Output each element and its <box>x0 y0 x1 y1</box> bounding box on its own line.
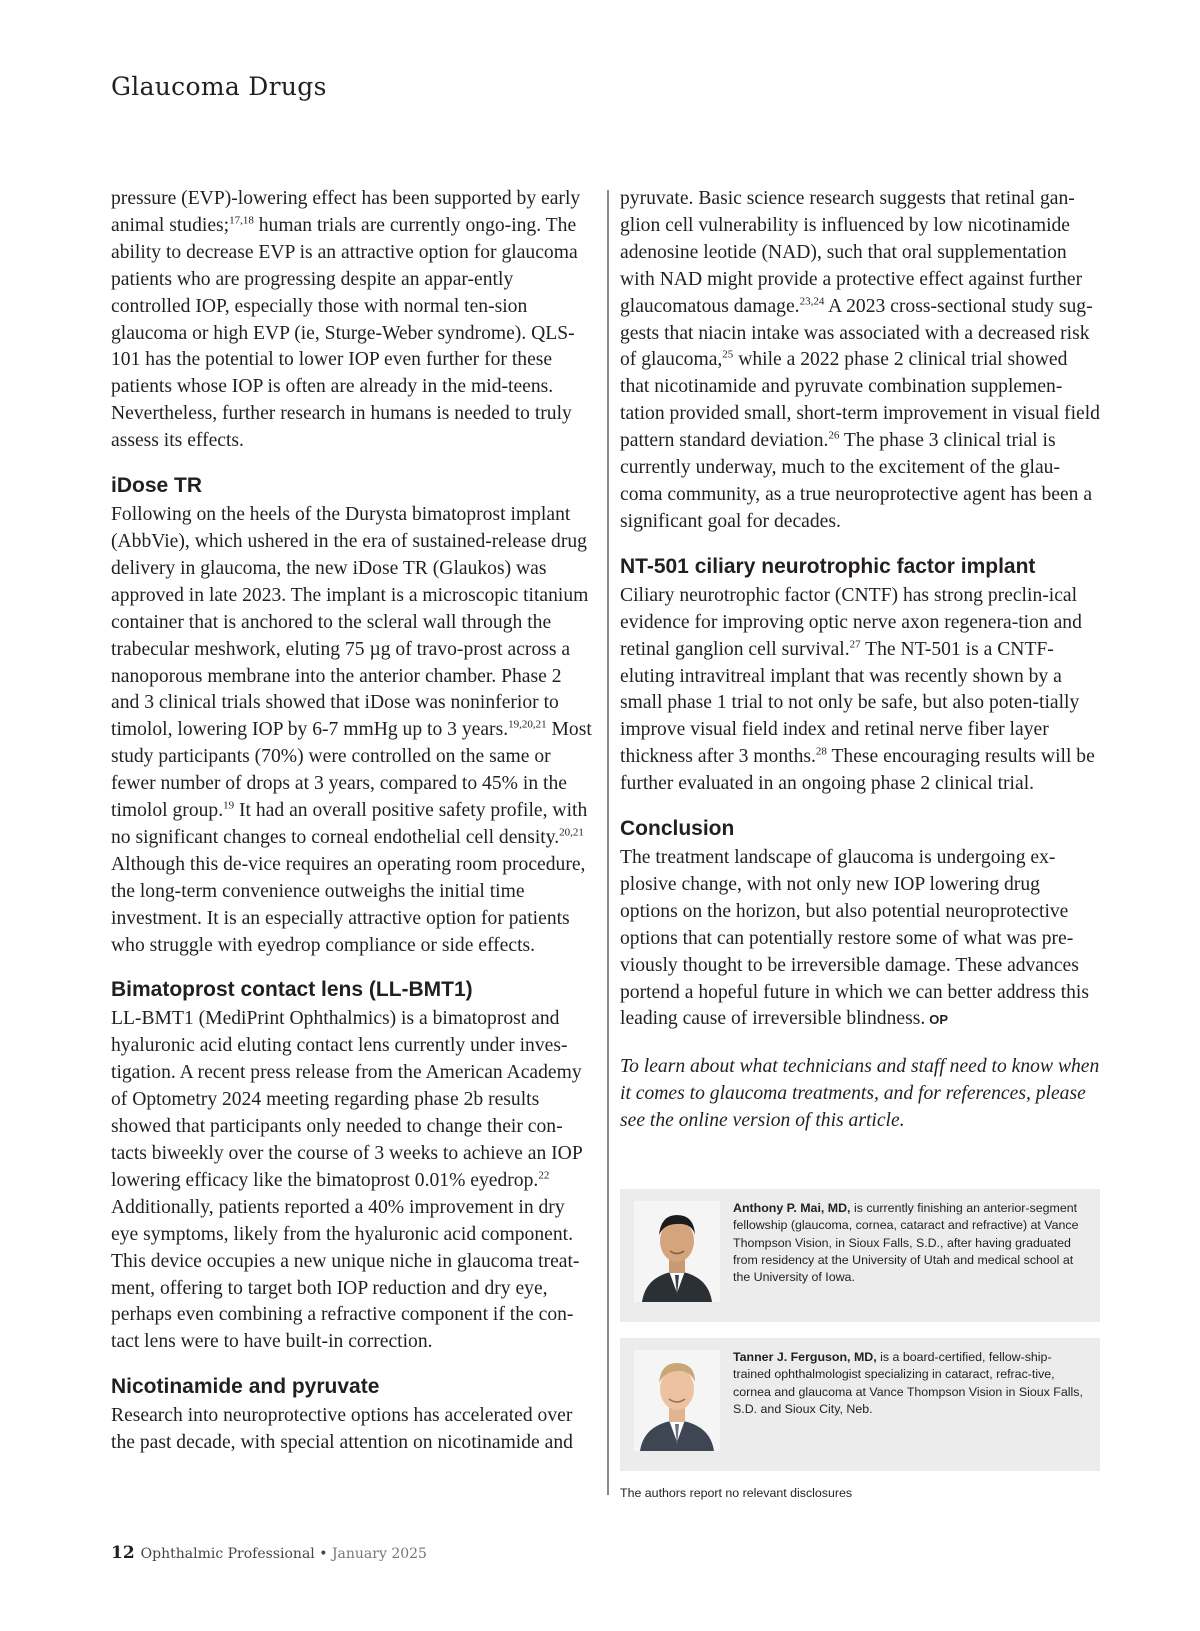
author-photo <box>634 1350 720 1451</box>
heading-conclusion: Conclusion <box>620 817 735 841</box>
heading-nt501: NT-501 ciliary neurotrophic factor implant <box>620 554 1036 578</box>
author-description: is a board-certified, fellow-ship-trained ophthalmologist specializing in cataract, refrac-tive, cornea and glaucoma at Vance Thompson Vision in Sioux Falls, S.D. and Sioux City, Neb. <box>733 1350 1083 1416</box>
paragraph-evp: pressure (EVP)-lowering effect has been supported by early animal studies;$^{17,18}$ human trials are currently ongo-ing. The ability to decrease EVP is an attractive option for glaucoma patients who are progressing despite an appar-ently controlled IOP, especially those with normal ten-sion glaucoma or high EVP (ie, Sturge-Weber syndrome). QLS-101 has the potential to lower IOP even further for these patients whose IOP is often are already in the mid-teens. Nevertheless, further research in humans is needed to truly assess its effects. <box>111 188 581 452</box>
column-divider <box>607 190 609 1495</box>
online-note: To learn about what technicians and staff need to know when it comes to glaucoma treatments, and for references, please see the online version of this article. <box>620 1056 1100 1132</box>
author-bio-ferguson <box>620 1338 1100 1471</box>
heading-idose: iDose TR <box>111 474 203 498</box>
author-description: is currently finishing an anterior-segment fellowship (glaucoma, cornea, cataract and refractive) at Vance Thompson Vision, in Sioux Falls, S.D., after having graduated from residency at the University of Utah and medical school at the University of Iowa. <box>733 1201 1079 1285</box>
paragraph-idose: Following on the heels of the Durysta bimatoprost implant (AbbVie), which ushered in the era of sustained-release drug delivery in glaucoma, the new iDose TR (Glaukos) was approved in late 2023. The implant is a microscopic titanium container that is anchored to the scleral wall through the trabecular meshwork, eluting 75 µg of travo-prost across a nanoporous membrane into the anterior chamber. Phase 2 and 3 clinical trials showed that iDose was noninferior to timolol, lowering IOP by 6-7 mmHg up to 3 years.$^{19,20,21}$ Most study participants (70%) were controlled on the same or fewer number of drops at 3 years, compared to 45% in the timolol group.$^{19}$ It had an overall positive safety profile, with no significant changes to corneal endothelial cell density.$^{20,21}$ Although this de-vice requires an operating room procedure, the long-term convenience outweighs the initial time investment. It is an especially attractive option for patients who struggle with eyedrop compliance or side effects. <box>111 504 592 956</box>
right-column <box>620 186 1100 1135</box>
paragraph-conclusion: The treatment landscape of glaucoma is undergoing ex-plosive change, with not only new IOP lowering drug options on the horizon, but also potential neuroprotective options that can potentially restore some of what was pre-viously thought to be irreversible damage. These advances portend a hopeful future in which we can better address this leading cause of irreversible blindness. OP <box>620 847 1090 1030</box>
issue-date: January 2025 <box>331 1546 427 1562</box>
disclosure-statement: The authors report no relevant disclosures <box>620 1486 853 1500</box>
left-column <box>111 186 594 1457</box>
author-photo <box>634 1201 720 1302</box>
author-bio-mai <box>620 1189 1100 1322</box>
author-name: Anthony P. Mai, MD, <box>733 1201 851 1215</box>
paragraph-nicotinamide: Research into neuroprotective options has accelerated over the past decade, with special attention on nicotinamide and <box>111 1405 573 1454</box>
heading-bimatoprost-lens: Bimatoprost contact lens (LL-BMT1) <box>111 978 473 1002</box>
page-footer <box>111 1543 427 1563</box>
paragraph-bimatoprost-lens: LL-BMT1 (MediPrint Ophthalmics) is a bimatoprost and hyaluronic acid eluting contact lens currently under inves-tigation. A recent press release from the American Academy of Optometry 2024 meeting regarding phase 2b results showed that participants only needed to change their con-tacts biweekly over the course of 3 weeks to achieve an IOP lowering efficacy like the bimatoprost 0.01% eyedrop.$^{22}$ Additionally, patients reported a 40% improvement in dry eye symptoms, likely from the hyaluronic acid component. This device occupies a new unique niche in glaucoma treat-ment, offering to target both IOP reduction and dry eye, perhaps even combining a refractive component if the con-tact lens were to have built-in correction. <box>111 1008 582 1353</box>
publication-name: Ophthalmic Professional <box>140 1546 315 1562</box>
running-header: Glaucoma Drugs <box>111 72 327 101</box>
end-mark: OP <box>929 1012 949 1028</box>
heading-nicotinamide: Nicotinamide and pyruvate <box>111 1375 380 1399</box>
footer-separator: • <box>319 1546 328 1562</box>
page-number: 12 <box>111 1543 135 1563</box>
paragraph-nt501: Ciliary neurotrophic factor (CNTF) has strong preclin-ical evidence for improving optic nerve axon regenera-tion and retinal ganglion cell survival.$^{27}$ The NT-501 is a CNTF-eluting intravitreal implant that was recently shown by a small phase 1 trial to not only be safe, but also poten-tially improve visual field index and retinal nerve fiber layer thickness after 3 months.$^{28}$ These encouraging results will be further evaluated in an ongoing phase 2 clinical trial. <box>620 584 1095 795</box>
author-name: Tanner J. Ferguson, MD, <box>733 1350 877 1364</box>
paragraph-pyruvate: pyruvate. Basic science research suggests that retinal gan-glion cell vulnerability is influenced by low nicotinamide adenosine leotide (NAD), such that oral supplementation with NAD might provide a protective effect against further glaucomatous damage.$^{23,24}$ A 2023 cross-sectional study sug-gests that niacin intake was associated with a decreased risk of glaucoma,$^{25}$ while a 2022 phase 2 clinical trial showed that nicotinamide and pyruvate combination supplemen-tation provided small, short-term improvement in visual field pattern standard deviation.$^{26}$ The phase 3 clinical trial is currently underway, much to the excitement of the glau-coma community, as a true neuroprotective agent has been a significant goal for decades. <box>620 188 1100 532</box>
